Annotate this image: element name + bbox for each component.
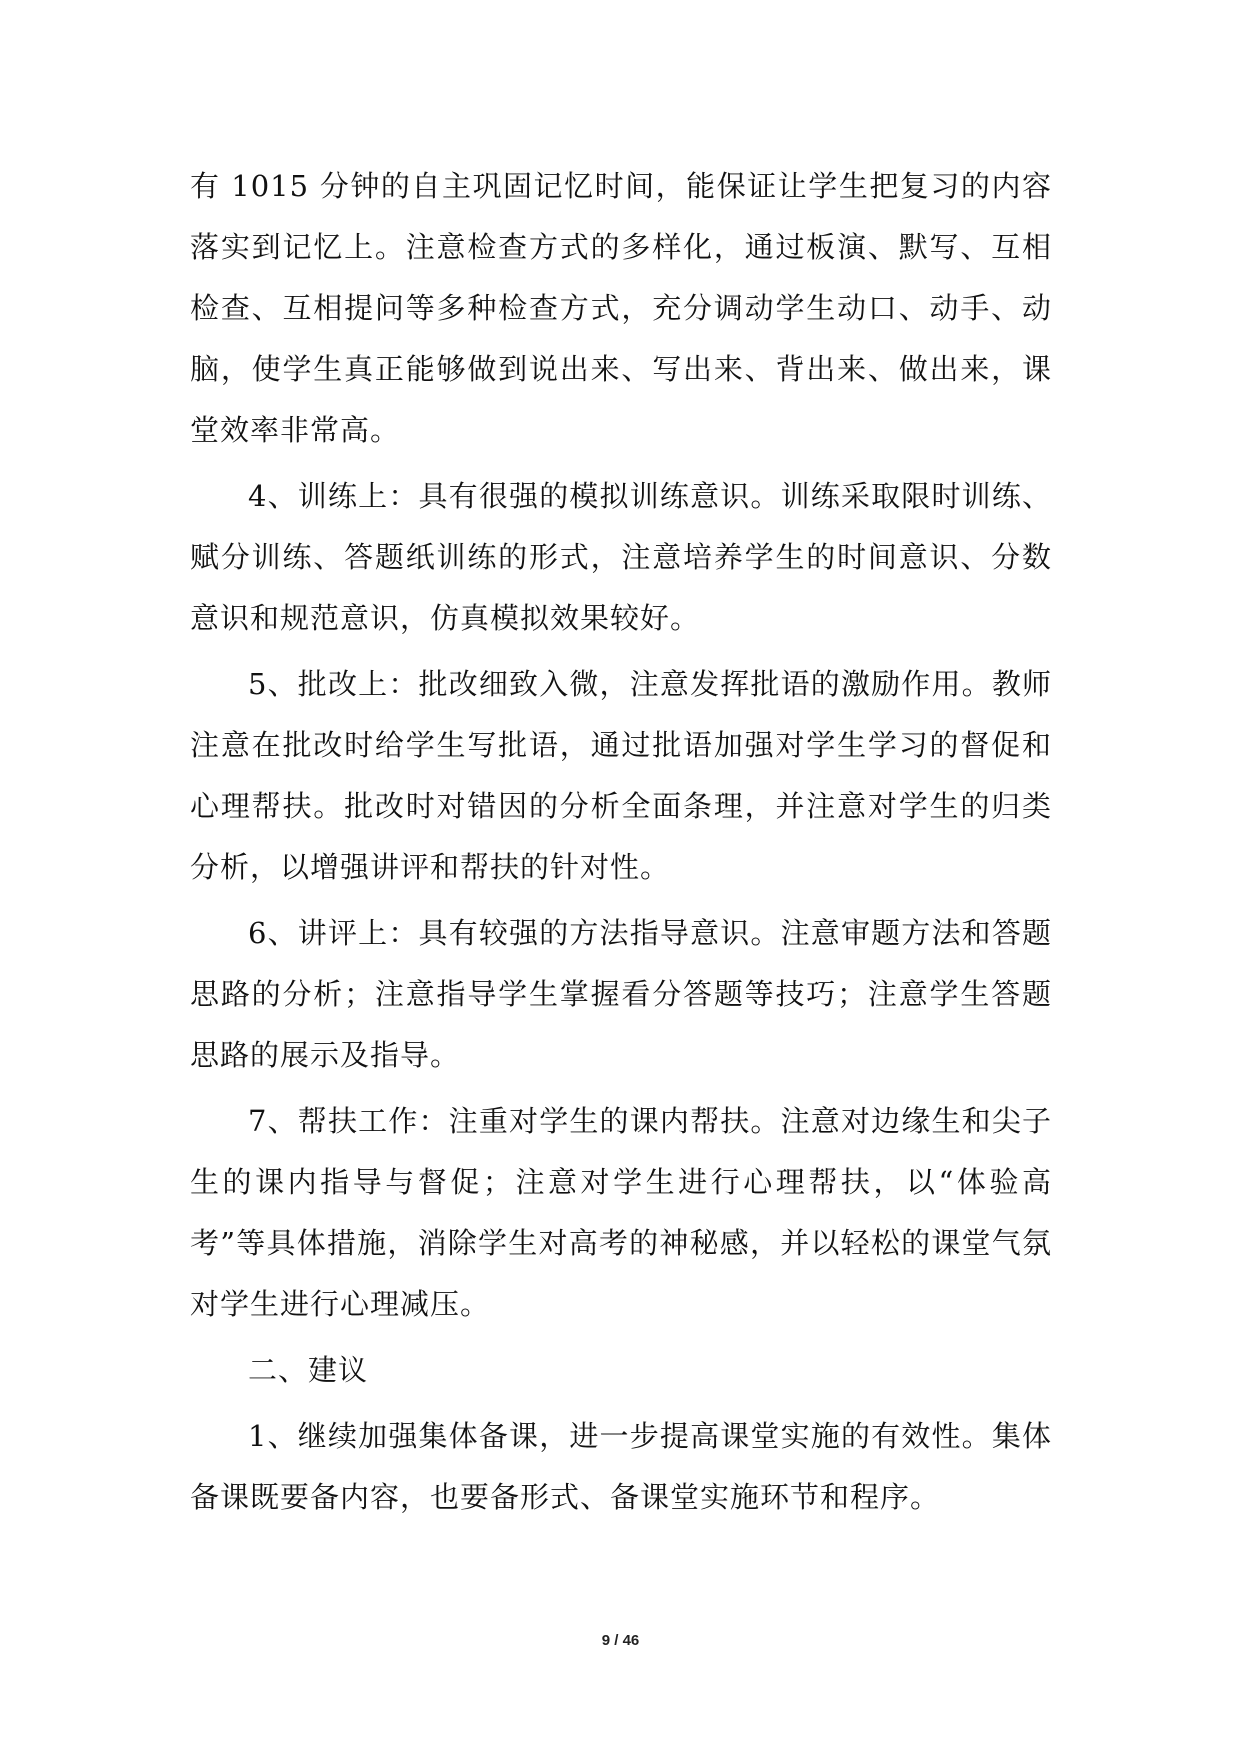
paragraph-support: 7、帮扶工作：注重对学生的课内帮扶。注意对边缘生和尖子生的课内指导与督促；注意对学生进行心理帮扶，以“体验高考”等具体措施，消除学生对高考的神秘感，并以轻松的课堂气氛对学生进行心理减压。 [190,1104,1052,1321]
section-heading-suggestions: 二、建议 [248,1353,369,1387]
paragraph-grading: 5、批改上：批改细致入微，注意发挥批语的激励作用。教师注意在批改时给学生写批语，通过批语加强对学生学习的督促和心理帮扶。批改时对错因的分析全面条理，并注意对学生的归类分析，以增强讲评和帮扶的针对性。 [190,667,1052,884]
paragraph-suggestion-1: 1、继续加强集体备课，进一步提高课堂实施的有效性。集体备课既要备内容，也要备形式、备课堂实施环节和程序。 [190,1419,1052,1514]
paragraph-training: 4、训练上：具有很强的模拟训练意识。训练采取限时训练、赋分训练、答题纸训练的形式，注意培养学生的时间意识、分数意识和规范意识，仿真模拟效果较好。 [190,479,1052,635]
document-body [190,156,1052,1528]
paragraph-review: 6、讲评上：具有较强的方法指导意识。注意审题方法和答题思路的分析；注意指导学生掌握看分答题等技巧；注意学生答题思路的展示及指导。 [190,916,1052,1072]
paragraph-continuation: 有 1015 分钟的自主巩固记忆时间，能保证让学生把复习的内容落实到记忆上。注意检查方式的多样化，通过板演、默写、互相检查、互相提问等多种检查方式，充分调动学生动口、动手、动脑，使学生真正能够做到说出来、写出来、背出来、做出来，课堂效率非常高。 [190,169,1052,447]
page-number: 9 / 46 [601,1632,640,1649]
